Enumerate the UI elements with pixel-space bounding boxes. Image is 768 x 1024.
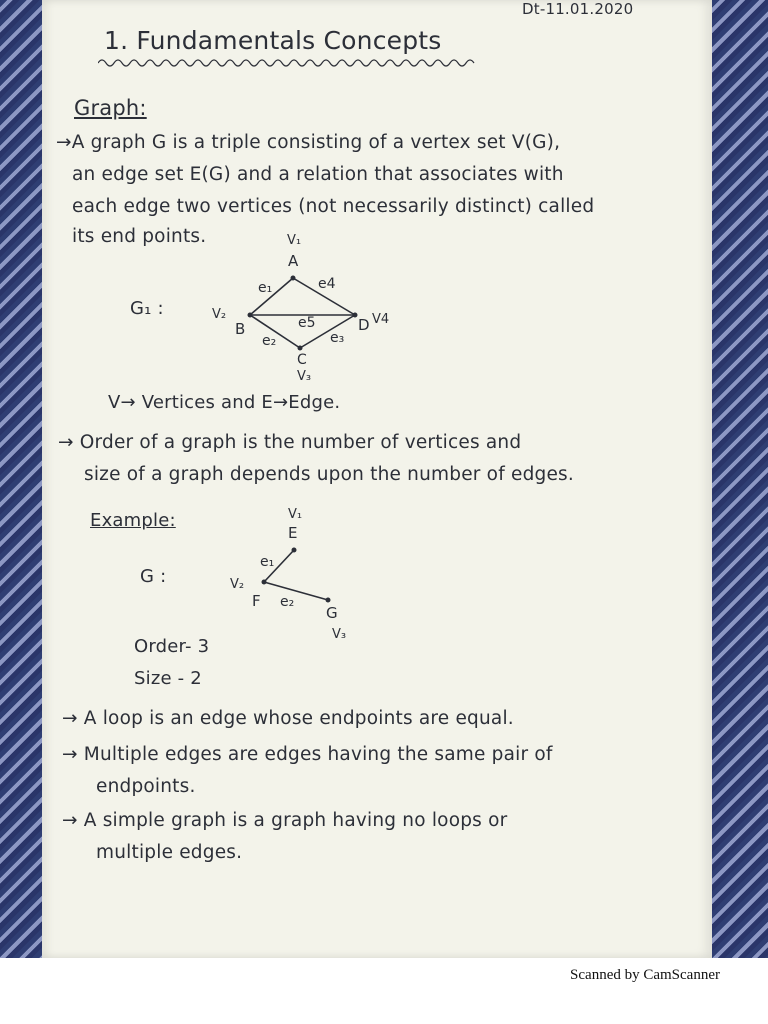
page-title: 1. Fundamentals Concepts (104, 26, 442, 55)
graph1-vertex-letter: A (288, 252, 299, 270)
graph1-vertex-letter: B (235, 320, 246, 338)
order-size-line: → Order of a graph is the number of vertices and (58, 432, 522, 453)
definition-line: each edge two vertices (not necessarily distinct) called (72, 196, 595, 217)
size-value: Size - 2 (134, 668, 202, 689)
section-heading: Graph: (74, 96, 147, 120)
graph1-vertex-name: V₃ (297, 369, 312, 384)
graph2-vertex-letter: F (252, 592, 261, 610)
order-size-line: size of a graph depends upon the number of edges. (84, 464, 574, 485)
graph2-vertex (326, 598, 331, 603)
graph1-vertex (353, 313, 358, 318)
example-heading: Example: (90, 510, 176, 531)
graph1-vertex (291, 276, 296, 281)
title-wavy-underline (98, 56, 478, 70)
graph1-edge-label: e4 (318, 276, 336, 292)
graph2-label: G : (140, 566, 167, 587)
graph1-label: G₁ : (130, 298, 164, 319)
graph1-vertex-name: V₂ (212, 307, 227, 322)
graph2-vertex-letter: E (288, 524, 298, 542)
graph2-vertex-name: V₂ (230, 577, 245, 592)
graph2-edge (264, 582, 328, 600)
scanner-credit: Scanned by CamScanner (570, 967, 720, 983)
graph2-edge-label: e₁ (260, 554, 275, 570)
note-line: → A loop is an edge whose endpoints are equal. (62, 708, 514, 729)
graph1-edge-label: e₁ (258, 280, 273, 296)
definition-line: its end points. (72, 226, 207, 247)
graph1-vertex (248, 313, 253, 318)
graph2-diagram (220, 500, 380, 650)
note-line: → Multiple edges are edges having the same pair of (62, 744, 553, 765)
graph2-vertex-name: V₁ (288, 507, 303, 522)
graph1-edge-label: e₃ (330, 330, 345, 346)
vertex-edge-note: V→ Vertices and E→Edge. (108, 392, 341, 413)
graph2-vertex (292, 548, 297, 553)
definition-line: an edge set E(G) and a relation that associates with (72, 164, 564, 185)
date: Dt-11.01.2020 (522, 0, 634, 18)
graph1-vertex-name: V4 (372, 312, 390, 327)
graph1-diagram (200, 230, 420, 390)
note-line: multiple edges. (96, 842, 243, 863)
graph1-vertex-letter: D (358, 316, 370, 334)
graph1-vertex-name: V₁ (287, 233, 302, 248)
graph2-vertex-letter: G (326, 604, 338, 622)
order-value: Order- 3 (134, 636, 210, 657)
graph1-edge-label: e₂ (262, 333, 277, 349)
definition-line: →A graph G is a triple consisting of a vertex set V(G), (56, 132, 561, 153)
graph2-vertex (262, 580, 267, 585)
graph1-edge-label: e5 (298, 315, 316, 331)
graph2-edge-label: e₂ (280, 594, 295, 610)
note-line: endpoints. (96, 776, 196, 797)
graph1-vertex-letter: C (297, 352, 307, 368)
graph2-vertex-name: V₃ (332, 627, 347, 642)
note-line: → A simple graph is a graph having no loops or (62, 810, 508, 831)
graph1-vertex (298, 346, 303, 351)
